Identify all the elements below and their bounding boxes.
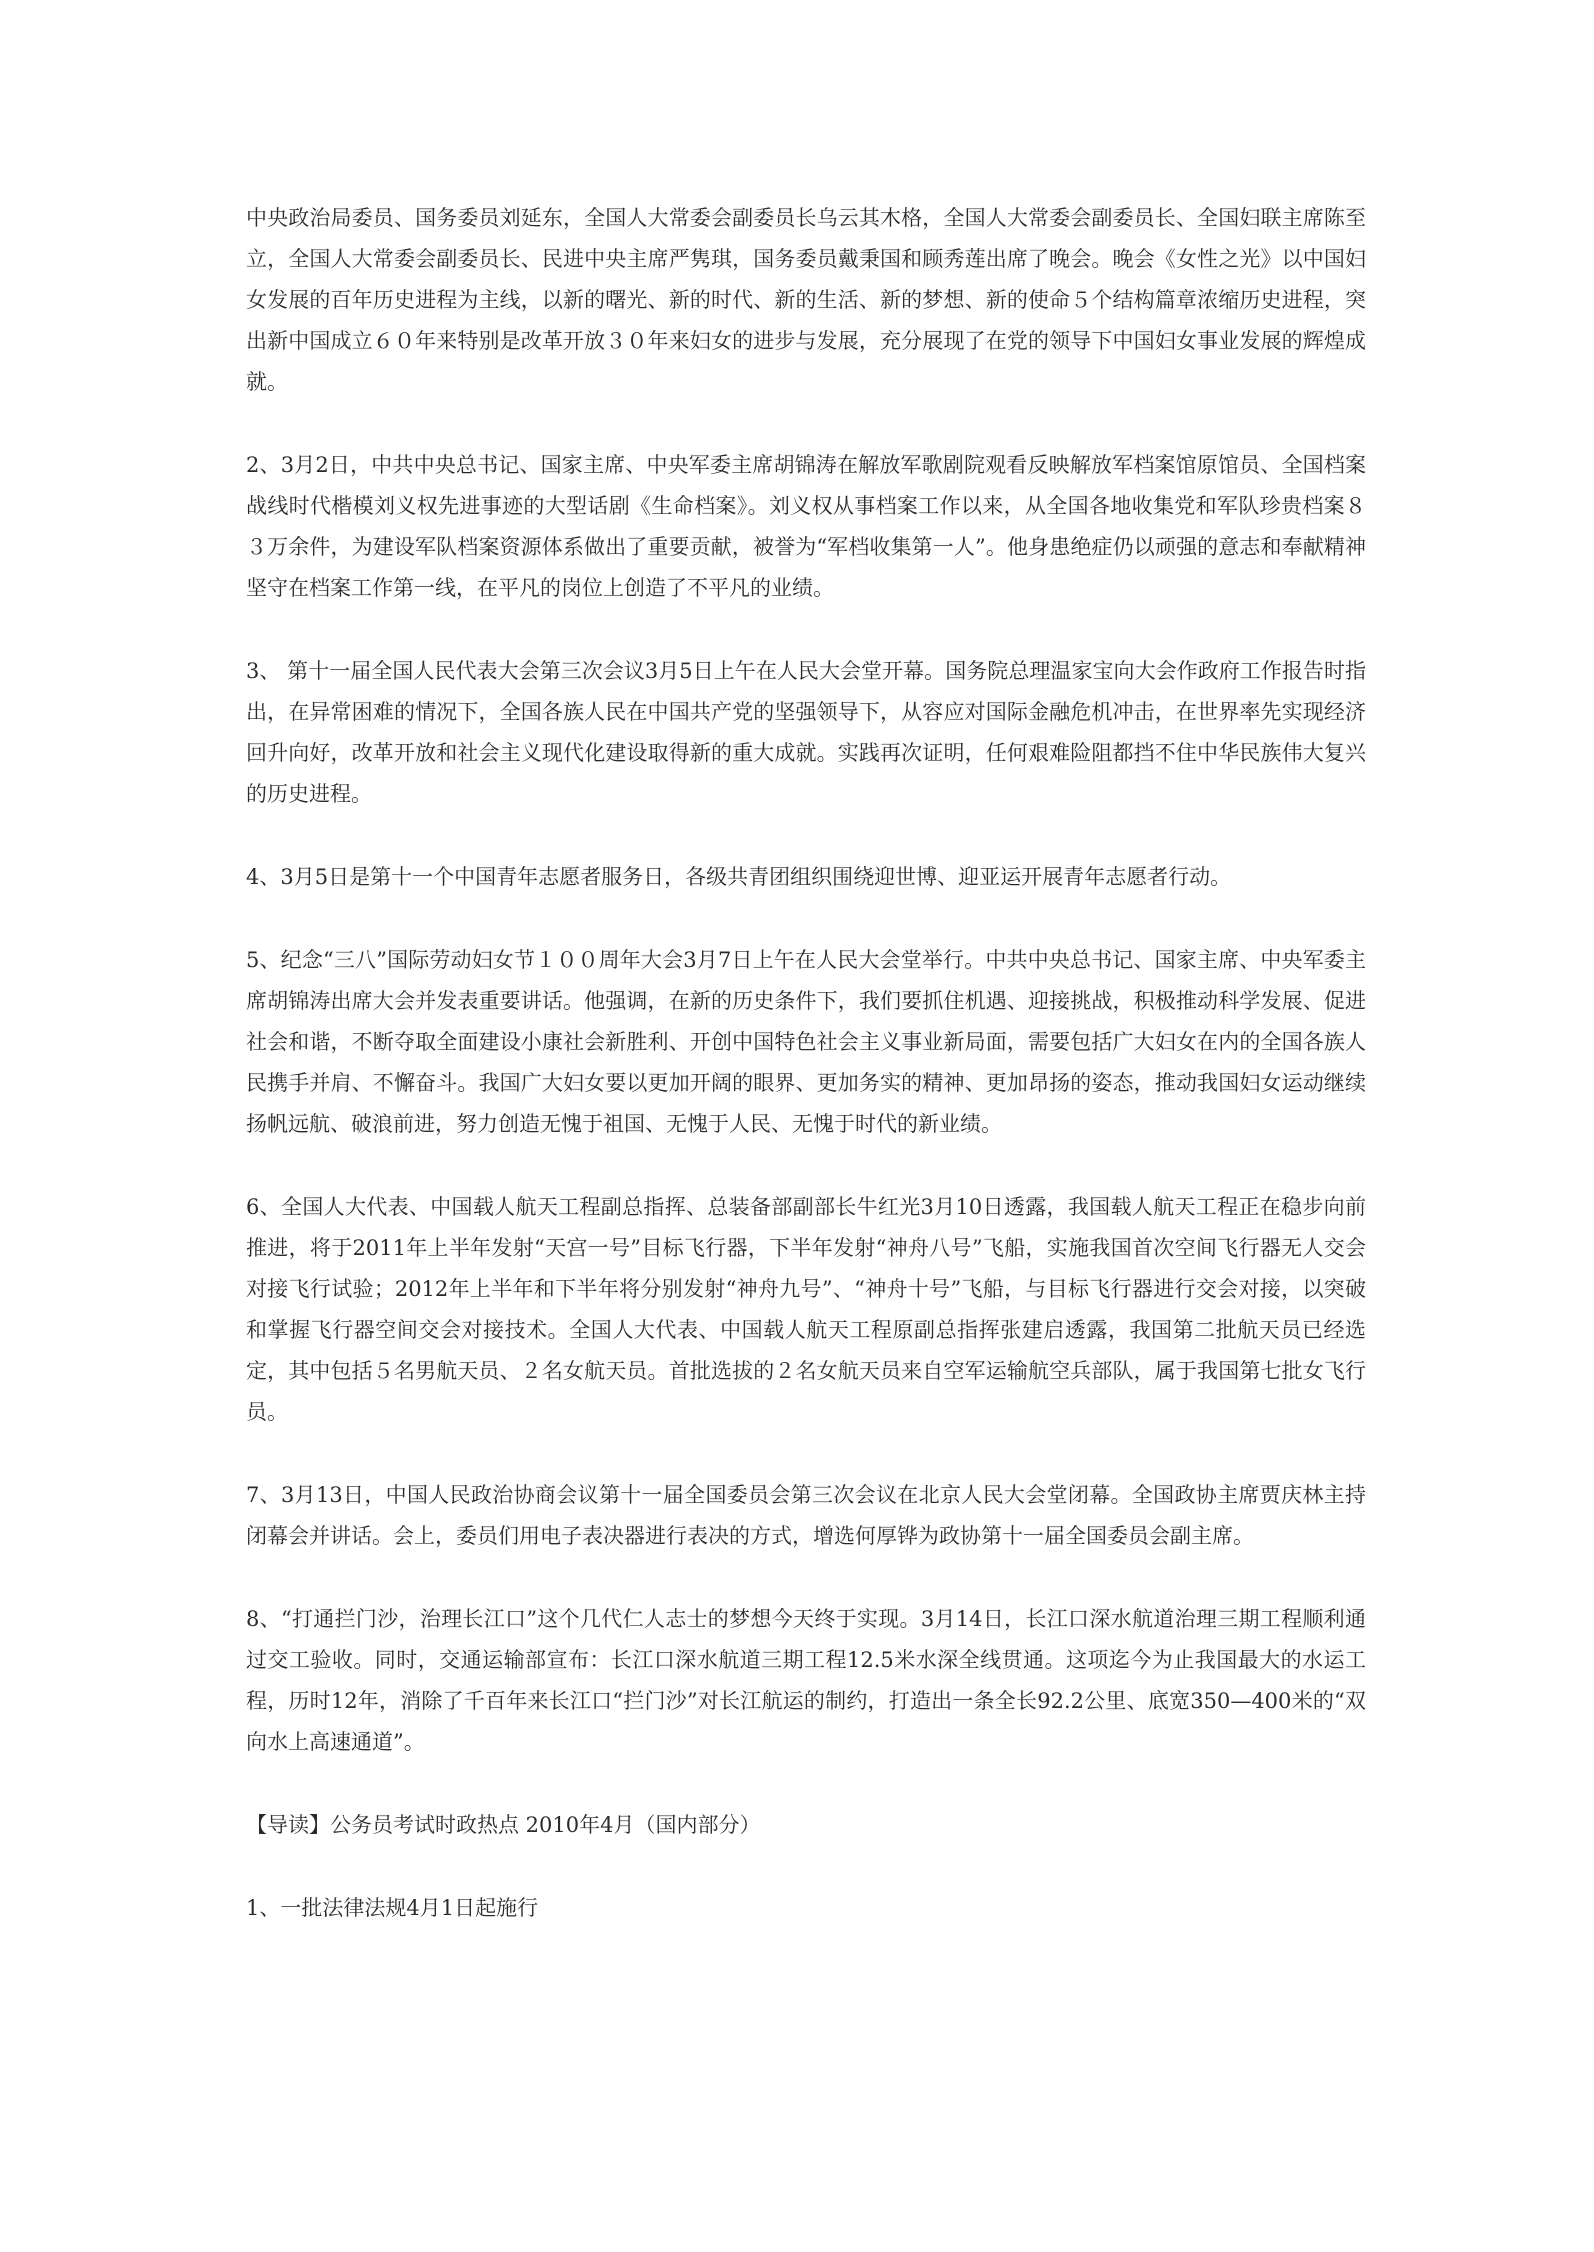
paragraph-intro-gala: 中央政治局委员、国务委员刘延东，全国人大常委会副委员长乌云其木格，全国人大常委会副委员长、全国妇联主席陈至立，全国人大常委会副委员长、民进中央主席严隽琪，国务委员戴秉国和顾秀莲出席了晚会。晚会《女性之光》以中国妇女发展的百年历史进程为主线，以新的曙光、新的时代、新的生活、新的梦想、新的使命５个结构篇章浓缩历史进程，突出新中国成立６０年来特别是改革开放３０年来妇女的进步与发展，充分展现了在党的领导下中国妇女事业发展的辉煌成就。	[246, 206, 1366, 394]
paragraph-item-3: 3、 第十一届全国人民代表大会第三次会议3月5日上午在人民大会堂开幕。国务院总理温家宝向大会作政府工作报告时指出，在异常困难的情况下，全国各族人民在中国共产党的坚强领导下，从容应对国际金融危机冲击，在世界率先实现经济回升向好，改革开放和社会主义现代化建设取得新的重大成就。实践再次证明，任何艰难险阻都挡不住中华民族伟大复兴的历史进程。	[246, 659, 1366, 806]
paragraph-item-7: 7、3月13日，中国人民政治协商会议第十一届全国委员会第三次会议在北京人民大会堂闭幕。全国政协主席贾庆林主持闭幕会并讲话。会上，委员们用电子表决器进行表决的方式，增选何厚铧为政协第十一届全国委员会副主席。	[246, 1483, 1366, 1548]
paragraph-item-6: 6、全国人大代表、中国载人航天工程副总指挥、总装备部副部长牛红光3月10日透露，我国载人航天工程正在稳步向前推进，将于2011年上半年发射“天宫一号”目标飞行器，下半年发射“神舟八号”飞船，实施我国首次空间飞行器无人交会对接飞行试验；2012年上半年和下半年将分别发射“神舟九号”、“神舟十号”飞船，与目标飞行器进行交会对接，以突破和掌握飞行器空间交会对接技术。全国人大代表、中国载人航天工程原副总指挥张建启透露，我国第二批航天员已经选定，其中包括５名男航天员、２名女航天员。首批选拔的２名女航天员来自空军运输航空兵部队，属于我国第七批女飞行员。	[246, 1195, 1366, 1424]
section-heading-april: 【导读】公务员考试时政热点 2010年4月（国内部分）	[246, 1813, 761, 1837]
document-body	[246, 198, 1366, 1929]
paragraph-item-2: 2、3月2日，中共中央总书记、国家主席、中央军委主席胡锦涛在解放军歌剧院观看反映解放军档案馆原馆员、全国档案战线时代楷模刘义权先进事迹的大型话剧《生命档案》。刘义权从事档案工作以来，从全国各地收集党和军队珍贵档案８３万余件，为建设军队档案资源体系做出了重要贡献，被誉为“军档收集第一人”。他身患绝症仍以顽强的意志和奉献精神坚守在档案工作第一线，在平凡的岗位上创造了不平凡的业绩。	[246, 453, 1366, 600]
paragraph-item-5: 5、纪念“三八”国际劳动妇女节１００周年大会3月7日上午在人民大会堂举行。中共中央总书记、国家主席、中央军委主席胡锦涛出席大会并发表重要讲话。他强调，在新的历史条件下，我们要抓住机遇、迎接挑战，积极推动科学发展、促进社会和谐，不断夺取全面建设小康社会新胜利、开创中国特色社会主义事业新局面，需要包括广大妇女在内的全国各族人民携手并肩、不懈奋斗。我国广大妇女要以更加开阔的眼界、更加务实的精神、更加昂扬的姿态，推动我国妇女运动继续扬帆远航、破浪前进，努力创造无愧于祖国、无愧于人民、无愧于时代的新业绩。	[246, 948, 1366, 1136]
paragraph-item-4: 4、3月5日是第十一个中国青年志愿者服务日，各级共青团组织围绕迎世博、迎亚运开展青年志愿者行动。	[246, 865, 1232, 889]
paragraph-april-item-1: 1、一批法律法规4月1日起施行	[246, 1896, 539, 1920]
paragraph-item-8: 8、“打通拦门沙，治理长江口”这个几代仁人志士的梦想今天终于实现。3月14日，长江口深水航道治理三期工程顺利通过交工验收。同时，交通运输部宣布：长江口深水航道三期工程12.5米水深全线贯通。这项迄今为止我国最大的水运工程，历时12年，消除了千百年来长江口“拦门沙”对长江航运的制约，打造出一条全长92.2公里、底宽350—400米的“双向水上高速通道”。	[246, 1607, 1366, 1754]
